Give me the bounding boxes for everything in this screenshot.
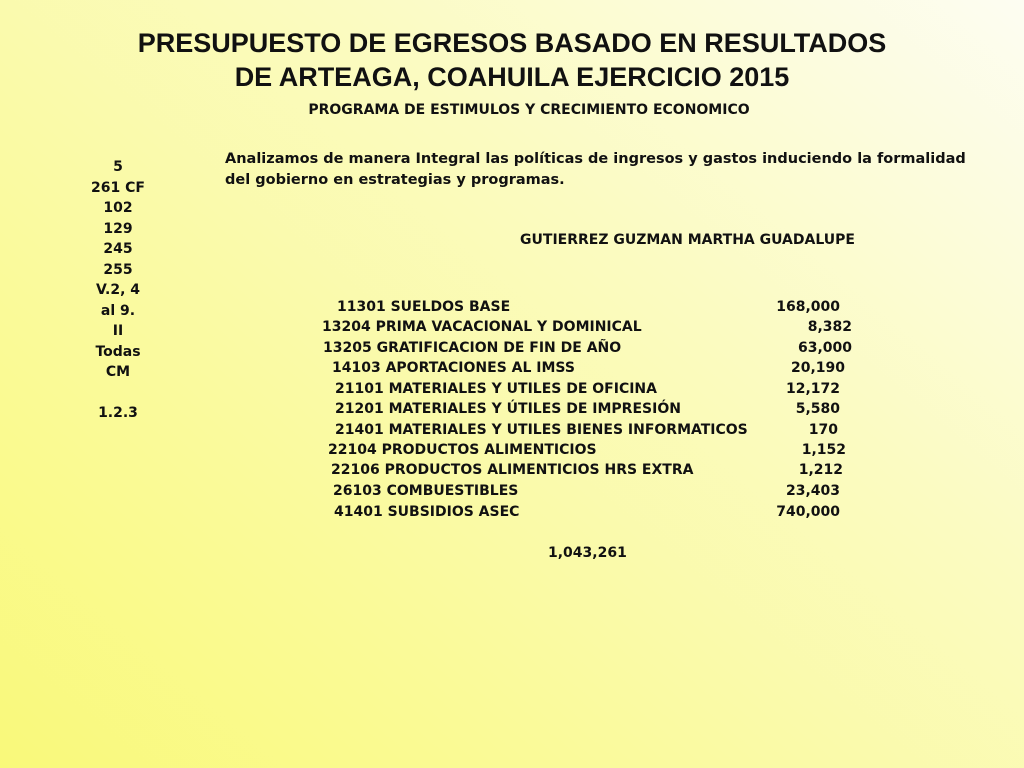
budget-amount: 8,382 [807,319,852,335]
budget-amount: 63,000 [797,340,852,356]
left-code: 255 [103,261,133,278]
budget-amount: 170 [808,422,838,438]
left-code: V.2, 4 [95,282,141,298]
budget-amount: 5,580 [795,401,840,417]
left-codes-column [68,157,168,424]
program-description: Analizamos de manera Integral las políticas de ingresos y gastos induciendo la formalidad del gobierno en estrategias y programas. [225,151,966,188]
left-code: 129 [103,220,133,237]
budget-total: 1,043,261 [548,545,627,561]
left-code: 245 [103,241,133,257]
budget-concept: 22104 PRODUCTOS ALIMENTICIOS [328,442,597,458]
budget-concept: 11301 SUELDOS BASE [337,299,511,315]
title-line-1: PRESUPUESTO DE EGRESOS BASADO EN RESULTADOS [137,28,887,58]
budget-concept: 21201 MATERIALES Y ÚTILES DE IMPRESIÓN [335,401,681,417]
left-code-spacer [68,383,168,404]
budget-amount: 168,000 [776,299,840,315]
left-code: 261 CF [91,179,145,196]
budget-concept: 14103 APORTACIONES AL IMSS [332,360,575,376]
budget-amount: 23,403 [785,483,840,499]
budget-concept: 13204 PRIMA VACACIONAL Y DOMINICAL [322,319,642,335]
budget-concept: 26103 COMBUESTIBLES [333,483,519,499]
left-code: 102 [103,200,133,216]
left-code: Todas [95,343,141,360]
left-code: al 9. [100,302,136,319]
budget-concept: 41401 SUBSIDIOS ASEC [334,504,520,520]
budget-concept: 21401 MATERIALES Y UTILES BIENES INFORMATICOS [335,422,748,438]
budget-amount: 20,190 [790,360,845,376]
program-subtitle: PROGRAMA DE ESTIMULOS Y CRECIMIENTO ECONOMICO [308,102,750,118]
budget-amount: 12,172 [785,381,840,397]
budget-amount: 1,212 [798,462,843,478]
budget-concept: 13205 GRATIFICACION DE FIN DE AÑO [323,340,622,356]
left-code: II [112,323,124,339]
budget-concept: 21101 MATERIALES Y UTILES DE OFICINA [335,381,657,397]
budget-amount: 740,000 [776,504,840,520]
budget-concept: 22106 PRODUCTOS ALIMENTICIOS HRS EXTRA [331,462,694,478]
responsible-person: GUTIERREZ GUZMAN MARTHA GUADALUPE [520,232,855,248]
left-code: 1.2.3 [98,405,138,421]
left-code: CM [105,364,131,380]
title-line-2: DE ARTEAGA, COAHUILA EJERCICIO 2015 [234,62,790,92]
left-code: 5 [113,159,123,175]
budget-amount: 1,152 [801,442,846,458]
